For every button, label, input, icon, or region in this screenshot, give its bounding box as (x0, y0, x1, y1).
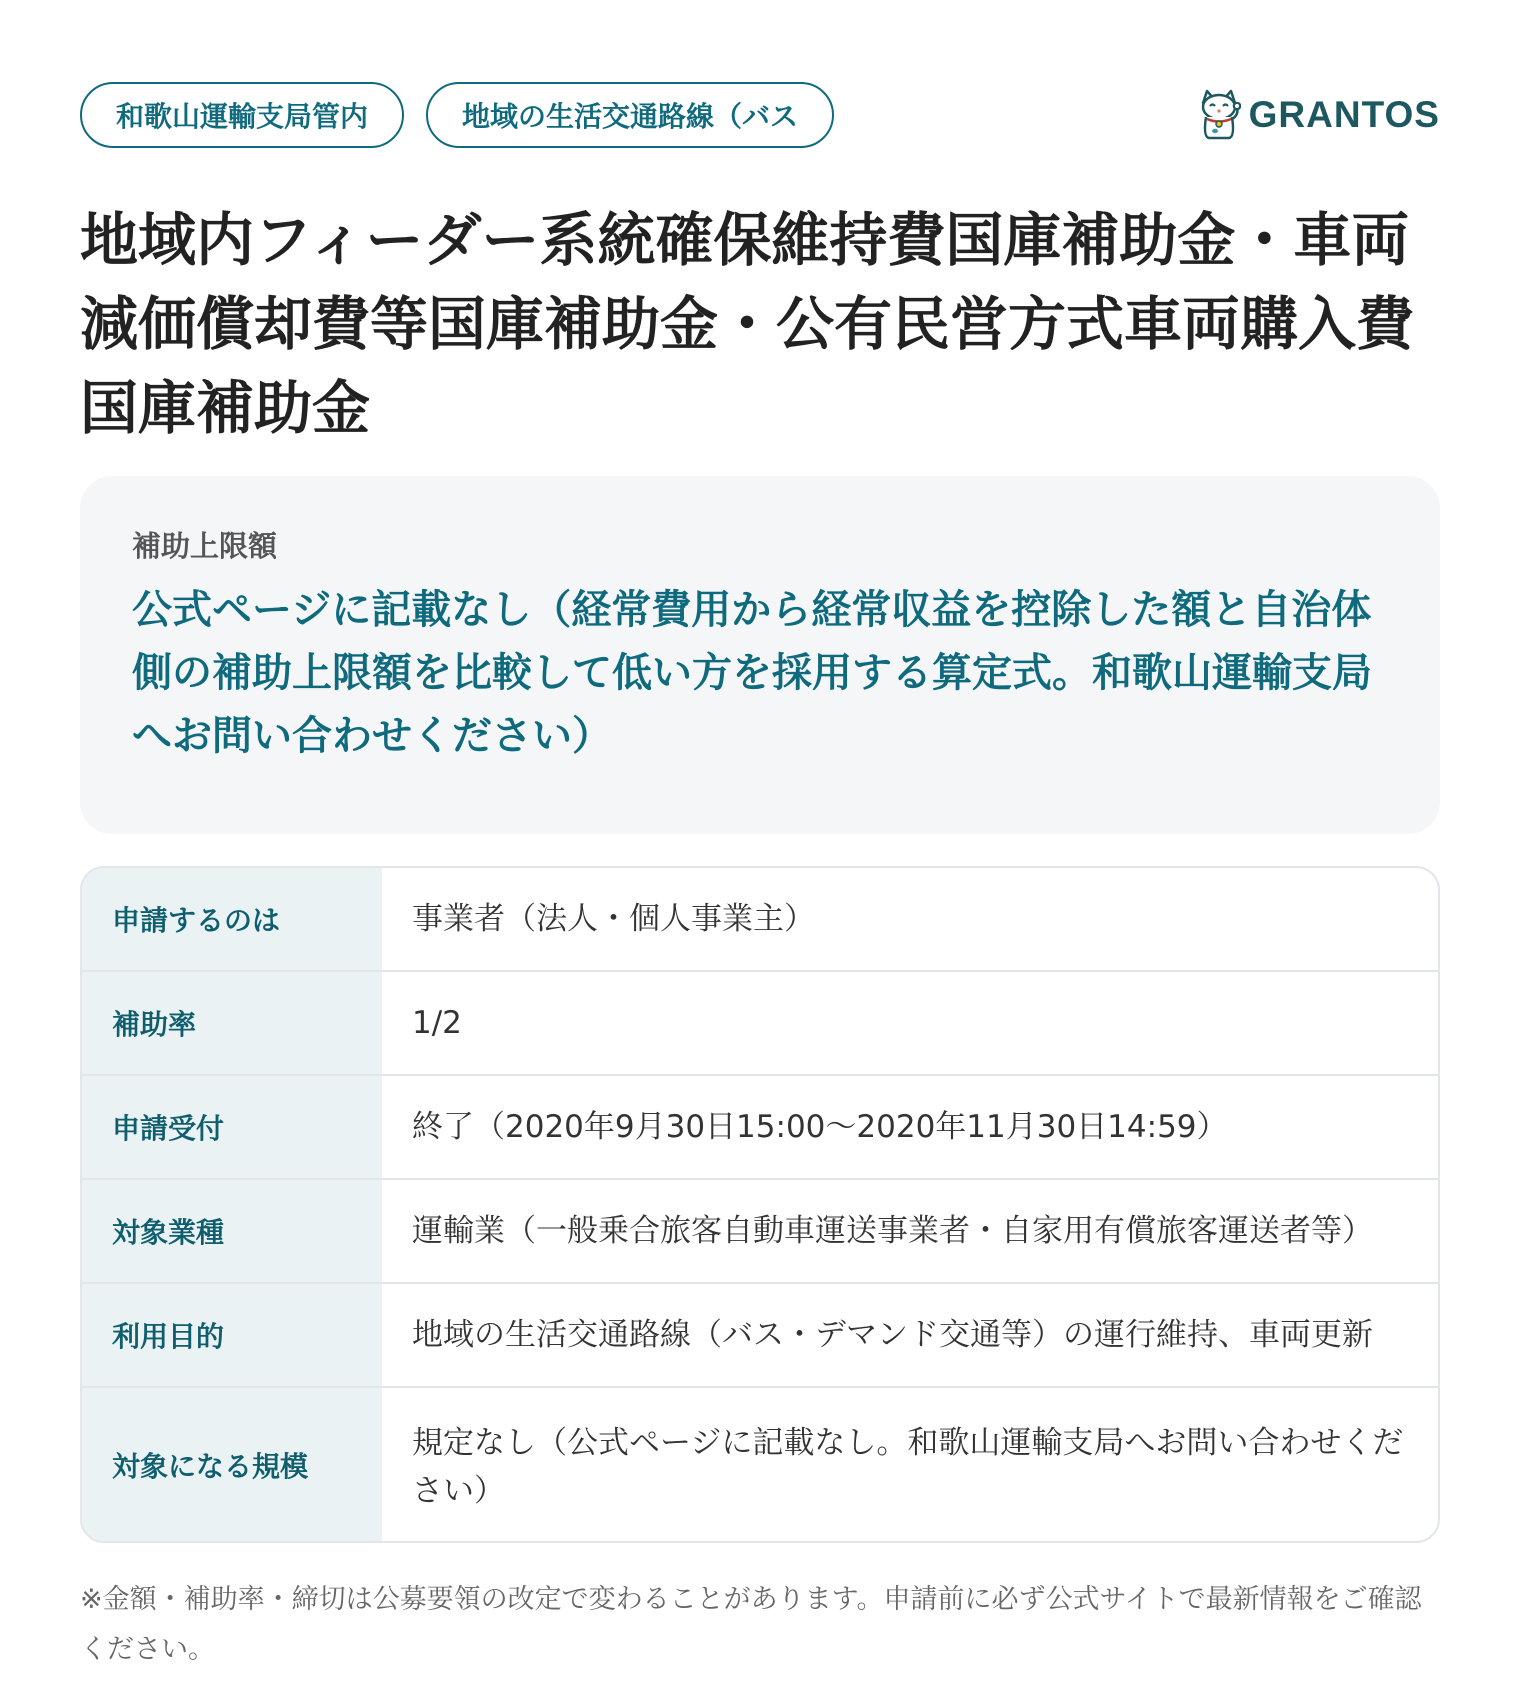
brand-logo[interactable] (1197, 89, 1440, 141)
table-row (82, 868, 1438, 970)
row-label-application-period: 申請受付 (82, 1076, 382, 1178)
table-row (82, 1178, 1438, 1282)
page (80, 80, 1440, 1675)
row-label-rate: 補助率 (82, 972, 382, 1074)
row-value-applicant: 事業者（法人・個人事業主） (412, 901, 815, 937)
disclaimer-note: ※金額・補助率・締切は公募要領の改定で変わることがあります。申請前に必ず公式サイトで最新情報をご確認ください。 (80, 1584, 1422, 1665)
table-row (82, 1074, 1438, 1178)
row-value-purpose: 地域の生活交通路線（バス・デマンド交通等）の運行維持、車両更新 (412, 1317, 1373, 1353)
row-label-scale: 対象になる規模 (82, 1388, 382, 1541)
row-label-purpose: 利用目的 (82, 1284, 382, 1386)
page-title: 地域内フィーダー系統確保維持費国庫補助金・車両減価償却費等国庫補助金・公有民営方式車両購入費国庫補助金 (80, 206, 1415, 442)
subsidy-limit-label: 補助上限額 (132, 529, 278, 563)
maneki-neko-cat-icon (1197, 89, 1241, 141)
row-value-application-period: 終了（2020年9月30日15:00〜2020年11月30日14:59） (412, 1109, 1228, 1145)
table-row (82, 1386, 1438, 1541)
row-label-industry: 対象業種 (82, 1180, 382, 1282)
category-tag[interactable]: 地域の生活交通路線（バス (426, 82, 834, 148)
header (80, 80, 1440, 150)
row-label-applicant: 申請するのは (82, 868, 382, 970)
subsidy-limit-value: 公式ページに記載なし（経常費用から経常収益を控除した額と自治体側の補助上限額を比較して低い方を採用する算定式。和歌山運輸支局へお問い合わせください） (132, 587, 1372, 759)
subsidy-limit-card (80, 476, 1440, 834)
row-value-rate: 1/2 (412, 1005, 462, 1041)
region-tag[interactable]: 和歌山運輸支局管内 (80, 82, 404, 148)
table-row (82, 970, 1438, 1074)
row-value-scale: 規定なし（公式ページに記載なし。和歌山運輸支局へお問い合わせください） (412, 1424, 1404, 1509)
brand-logo-text: GRANTOS (1248, 94, 1440, 135)
info-table (80, 866, 1440, 1543)
row-value-industry: 運輸業（一般乗合旅客自動車運送事業者・自家用有償旅客運送者等） (412, 1213, 1373, 1249)
table-row (82, 1282, 1438, 1386)
tag-list (80, 82, 834, 148)
